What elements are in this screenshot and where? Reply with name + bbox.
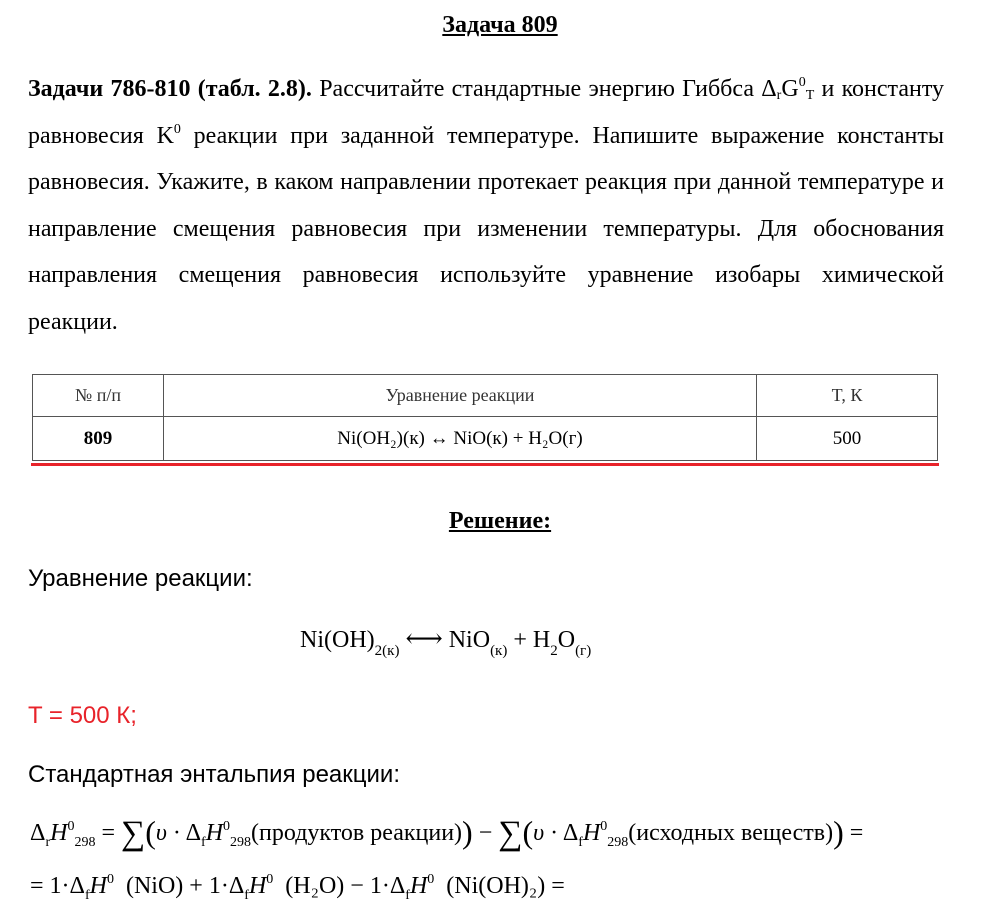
eq-h2-sub: 2 [550,643,558,659]
eq-p1-sub: (к) [490,643,508,659]
row-equation: Ni(OH₂)(к) ↔ NiO(к) + H₂O(г) [164,417,757,461]
reaction-table [32,374,938,461]
task-text-2: G [781,76,799,102]
enthalpy-label: Стандартная энтальпия реакции: [28,761,400,788]
temperature-value: T = 500 К; [28,702,137,729]
eq-lhs: Ni(OH) [300,627,375,653]
header-num: № п/п [33,375,164,417]
task-sub-r: r [776,88,782,103]
header-equation: Уравнение реакции [164,375,757,417]
table-header-row [33,375,938,417]
task-bold-prefix: Задачи 786-810 (табл. 2.8). [28,76,312,102]
equation-label: Уравнение реакции: [28,565,253,592]
arrow-icon: ⟷ [405,624,443,653]
formula-products: (продуктов реакции) [251,820,463,846]
task-sup-0: 0 [798,75,806,90]
task-sub-T: T [805,88,815,103]
task-statement [28,66,944,346]
task-text-3: и константу равновесия K [28,76,945,149]
eq-p2: O [557,627,576,653]
eq-lhs-sub: 2(к) [374,643,400,659]
header-temperature: T, К [757,375,938,417]
enthalpy-formula: $\Delta_rH^0_{298} = \sum(\upsilon$ · $\Delta_fH^0_{298}(продуктов$ реакции)) − $\sum(\upsilon \cdot \Delta_fH^0_{298}(исходных$ веществ)) = [30,814,864,852]
task-text-1: Рассчитайте стандартные энергию Гиббса Δ [311,76,777,102]
formula-reactants: (исходных веществ) [628,820,834,846]
table-row [33,417,938,461]
enthalpy-formula-line2: = $1\cdot\Delta_fH^0$ $(NiO) + 1\cdot\Delta_fH^0$ $(H_2O) - 1\cdot\Delta_fH^0$ (Ni(OH)₂) = [30,872,565,903]
row-num: 809 [33,417,164,461]
task-sup-0b: 0 [173,121,181,137]
eq-p1: NiO [448,627,491,653]
eq-plus: + H [513,627,551,653]
task-text-4: реакции при заданной температуре. Напишите выражение константы равновесия. Укажите, в каком направлении протекает реакция при данной температуре и направление смещения равновесия при изменении температуры. Для обоснования направления смещения равновесия используйте уравнение изобары химической реакции. [28,122,944,335]
eq-p2-sub: (г) [575,643,592,659]
reaction-equation [300,624,592,659]
page-title: Задача 809 [442,12,558,38]
solution-heading: Решение: [448,508,552,534]
red-divider [31,463,939,466]
row-temperature: 500 [757,417,938,461]
